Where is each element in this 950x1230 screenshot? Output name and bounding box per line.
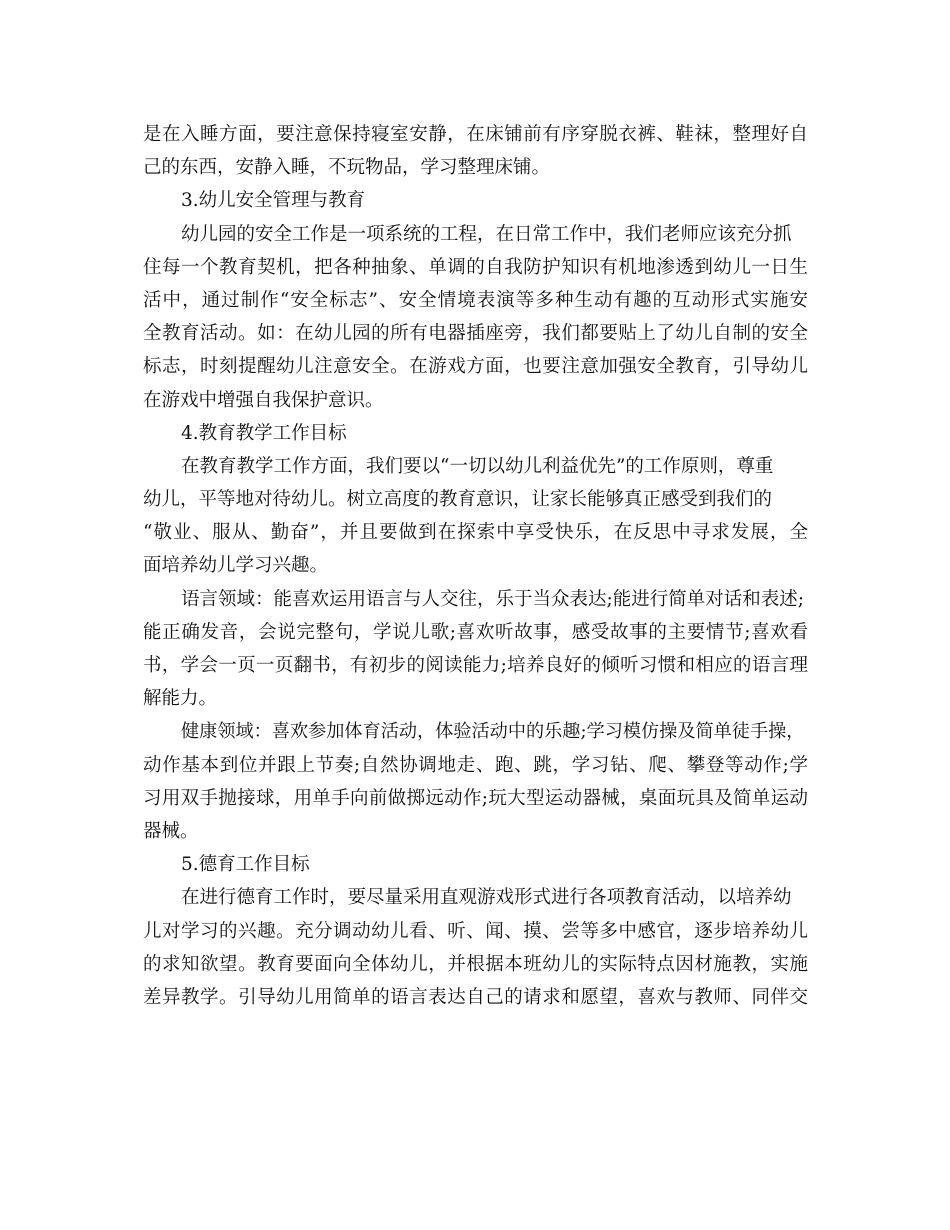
section-heading: 4.教育教学工作目标 <box>181 422 347 444</box>
section-heading: 5.德育工作目标 <box>181 854 310 876</box>
paragraph-line: 能正确发音，会说完整句，学说儿歌;喜欢听故事，感受故事的主要情节;喜欢看 <box>143 621 808 643</box>
paragraph-line: 幼儿园的安全工作是一项系统的工程，在日常工作中，我们老师应该充分抓 <box>181 223 792 245</box>
paragraph-line: 在教育教学工作方面，我们要以“一切以幼儿利益优先”的工作原则，尊重 <box>181 455 774 477</box>
paragraph-line: 幼儿，平等地对待幼儿。树立高度的教育意识，让家长能够真正感受到我们的 <box>143 489 773 511</box>
paragraph-line: 在进行德育工作时，要尽量采用直观游戏形式进行各项教育活动，以培养幼 <box>181 887 792 909</box>
paragraph-line: 的求知欲望。教育要面向全体幼儿，并根据本班幼儿的实际特点因材施教，实施 <box>143 953 808 975</box>
paragraph-line: 习用双手抛接球，用单手向前做掷远动作;玩大型运动器械，桌面玩具及简单运动 <box>143 787 808 809</box>
paragraph-line: 书，学会一页一页翻书，有初步的阅读能力;培养良好的倾听习惯和相应的语言理 <box>143 655 808 676</box>
section-heading: 3.幼儿安全管理与教育 <box>181 190 366 212</box>
paragraph-line: “敬业、服从、勤奋”，并且要做到在探索中享受快乐，在反思中寻求发展，全 <box>143 522 808 544</box>
paragraph-line: 语言领域：能喜欢运用语言与人交往，乐于当众表达;能进行简单对话和表述; <box>181 588 804 610</box>
paragraph-line: 己的东西，安静入睡，不玩物品，学习整理床铺。 <box>143 157 551 179</box>
paragraph-line: 解能力。 <box>143 688 218 710</box>
paragraph-line: 儿对学习的兴趣。充分调动幼儿看、听、闻、摸、尝等多中感官，逐步培养幼儿 <box>143 920 808 942</box>
paragraph-line: 差异教学。引导幼儿用简单的语言表达自己的请求和愿望，喜欢与教师、同伴交 <box>143 986 808 1008</box>
document-body <box>143 118 808 1014</box>
paragraph-line: 健康领域：喜欢参加体育活动，体验活动中的乐趣;学习模仿操及简单徒手操， <box>181 721 805 743</box>
paragraph-line: 标志，时刻提醒幼儿注意安全。在游戏方面，也要注意加强安全教育，引导幼儿 <box>143 356 808 378</box>
paragraph-line: 住每一个教育契机，把各种抽象、单调的自我防护知识有机地渗透到幼儿一日生 <box>143 256 808 278</box>
paragraph-line: 器械。 <box>143 820 199 842</box>
paragraph-line: 在游戏中增强自我保护意识。 <box>143 389 384 411</box>
paragraph-line: 全教育活动。如：在幼儿园的所有电器插座旁，我们都要贴上了幼儿自制的安全 <box>143 323 808 345</box>
paragraph-line: 面培养幼儿学习兴趣。 <box>143 555 329 577</box>
paragraph-line: 活中，通过制作“安全标志”、安全情境表演等多种生动有趣的互动形式实施安 <box>143 289 808 311</box>
paragraph-line: 动作基本到位并跟上节奏;自然协调地走、跑、跳，学习钻、爬、攀登等动作;学 <box>143 754 808 776</box>
paragraph-line: 是在入睡方面，要注意保持寝室安静，在床铺前有序穿脱衣裤、鞋袜，整理好自 <box>143 124 808 145</box>
